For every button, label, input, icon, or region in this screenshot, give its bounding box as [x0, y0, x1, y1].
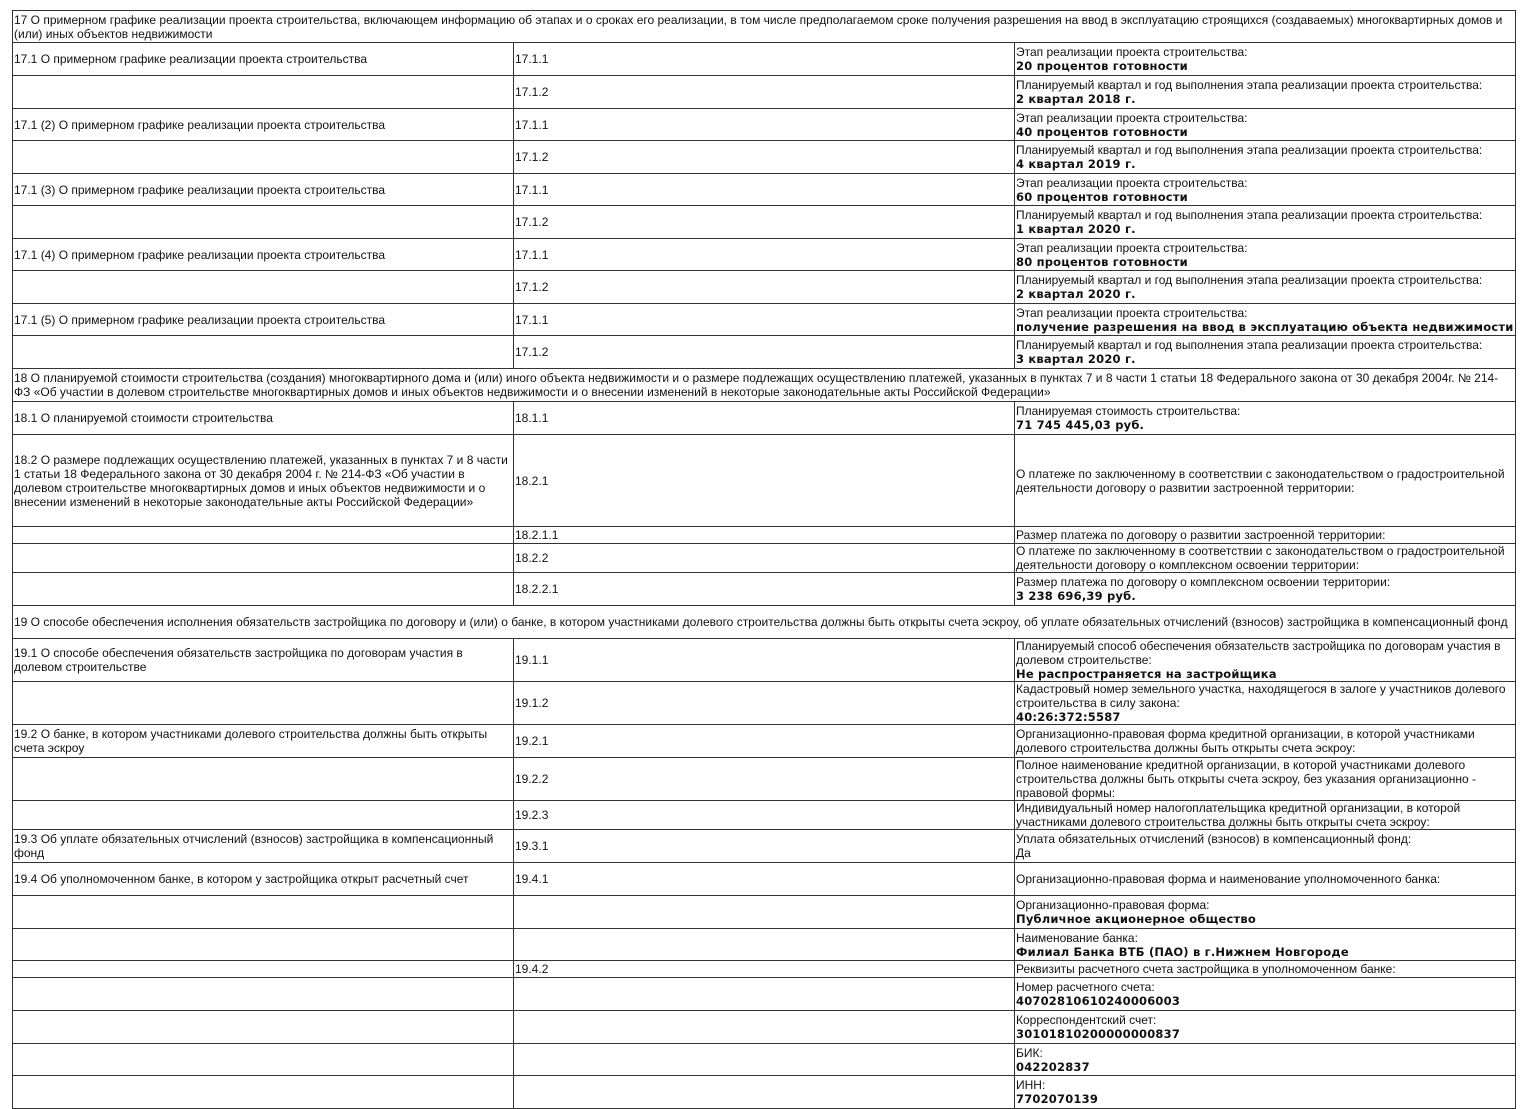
item-value: Да — [1016, 846, 1031, 860]
item-code — [514, 929, 1015, 961]
item-heading — [13, 76, 514, 109]
item-heading: 19.1 О способе обеспечения обязательств застройщика по договорам участия в долевом строительстве — [13, 639, 514, 682]
item-code — [514, 1044, 1015, 1076]
item-code: 18.2.2 — [514, 544, 1015, 573]
item-label: Планируемый квартал и год выполнения этапа реализации проекта строительства: — [1016, 208, 1483, 222]
item-label: Индивидуальный номер налогоплательщика кредитной организации, в которой участниками долевого строительства должны быть открыты счета эскроу: — [1016, 801, 1461, 829]
item-code: 17.1.1 — [514, 109, 1015, 141]
item-heading — [13, 682, 514, 725]
item-heading: 18.1 О планируемой стоимости строительства — [13, 402, 514, 435]
item-label: Организационно-правовая форма кредитной организации, в которой участниками долевого строительства должны быть открыты счета эскроу: — [1016, 727, 1475, 755]
table-row — [13, 929, 1516, 961]
item-value: 40:26:372:5587 — [1016, 710, 1121, 724]
item-label: Планируемый квартал и год выполнения этапа реализации проекта строительства: — [1016, 338, 1483, 352]
table-row — [13, 961, 1516, 978]
item-label: Организационно-правовая форма: — [1016, 898, 1210, 912]
item-value: 3 238 696,39 руб. — [1016, 589, 1136, 603]
item-value: 2 квартал 2018 г. — [1016, 92, 1136, 106]
item-content — [1015, 830, 1516, 863]
table-row — [13, 544, 1516, 573]
table-row — [13, 1011, 1516, 1044]
item-label: Наименование банка: — [1016, 930, 1138, 945]
item-label: Этап реализации проекта строительства: — [1016, 175, 1248, 190]
item-heading: 17.1 (3) О примерном графике реализации проекта строительства — [13, 174, 514, 206]
item-code — [514, 1076, 1015, 1109]
item-value: 60 процентов готовности — [1016, 189, 1188, 204]
item-heading — [13, 527, 514, 544]
item-code: 19.2.3 — [514, 801, 1015, 830]
item-label: Реквизиты расчетного счета застройщика в уполномоченном банке: — [1016, 962, 1396, 976]
item-heading — [13, 801, 514, 830]
item-value: 3 квартал 2020 г. — [1016, 352, 1136, 366]
section-header-row — [13, 11, 1516, 43]
item-value: 71 745 445,03 руб. — [1016, 418, 1145, 432]
table-row — [13, 863, 1516, 896]
item-content — [1015, 1044, 1516, 1076]
item-label: Планируемая стоимость строительства: — [1016, 404, 1241, 418]
item-code: 17.1.2 — [514, 271, 1015, 304]
table-row — [13, 109, 1516, 141]
item-heading: 19.3 Об уплате обязательных отчислений (взносов) застройщика в компенсационный фонд — [13, 830, 514, 863]
item-heading — [13, 896, 514, 929]
item-code: 18.2.1.1 — [514, 527, 1015, 544]
item-content — [1015, 544, 1516, 573]
item-content — [1015, 929, 1516, 961]
item-heading: 17.1 (2) О примерном графике реализации проекта строительства — [13, 109, 514, 141]
item-heading — [13, 758, 514, 801]
item-code: 17.1.2 — [514, 76, 1015, 109]
item-heading — [13, 544, 514, 573]
item-heading: 17.1 (5) О примерном графике реализации проекта строительства — [13, 304, 514, 336]
item-content — [1015, 174, 1516, 206]
table-row — [13, 402, 1516, 435]
item-value: Публичное акционерное общество — [1016, 912, 1256, 926]
item-code: 17.1.1 — [514, 174, 1015, 206]
table-body — [13, 11, 1516, 1109]
section-header-row — [13, 369, 1516, 402]
item-value: 4 квартал 2019 г. — [1016, 157, 1136, 171]
item-heading: 19.2 О банке, в котором участниками долевого строительства должны быть открыты счета эскроу — [13, 725, 514, 758]
item-code: 17.1.1 — [514, 43, 1015, 76]
item-label: ИНН: — [1016, 1078, 1046, 1092]
item-content — [1015, 76, 1516, 109]
table-row — [13, 76, 1516, 109]
item-code: 19.4.1 — [514, 863, 1015, 896]
section-title: 17 О примерном графике реализации проекта строительства, включающем информацию об этапах и о сроках его реализации, в том числе предполагаемом сроке получения разрешения на ввод в эксплуатацию строящихся (создаваемых) многоквартирных домов и (или) иных объектов недвижимости — [13, 11, 1516, 43]
item-content — [1015, 725, 1516, 758]
section-title: 19 О способе обеспечения исполнения обязательств застройщика по договору и (или) о банке, в котором участниками долевого строительства должны быть открыты счета эскроу, об уплате обязательных отчислений (взносов) застройщика в компенсационный фонд — [13, 606, 1516, 639]
item-content — [1015, 758, 1516, 801]
item-label: Полное наименование кредитной организации, в которой участниками долевого строительства должны быть открыты счета эскроу, без указания организационно - правовой формы: — [1016, 758, 1477, 800]
table-row — [13, 1044, 1516, 1076]
item-value: 7702070139 — [1016, 1092, 1099, 1106]
table-row — [13, 801, 1516, 830]
item-heading: 17.1 О примерном графике реализации проекта строительства — [13, 43, 514, 76]
item-heading — [13, 929, 514, 961]
table-row — [13, 271, 1516, 304]
table-row — [13, 639, 1516, 682]
table-row — [13, 336, 1516, 369]
item-code: 17.1.1 — [514, 239, 1015, 271]
item-label: Этап реализации проекта строительства: — [1016, 110, 1248, 125]
item-heading: 17.1 (4) О примерном графике реализации проекта строительства — [13, 239, 514, 271]
item-heading — [13, 336, 514, 369]
item-content — [1015, 978, 1516, 1011]
item-content — [1015, 239, 1516, 271]
item-heading — [13, 1011, 514, 1044]
table-row — [13, 573, 1516, 606]
item-value: 20 процентов готовности — [1016, 59, 1188, 73]
item-heading — [13, 1044, 514, 1076]
item-label: Организационно-правовая форма и наименование уполномоченного банка: — [1016, 872, 1441, 886]
item-label: Планируемый квартал и год выполнения этапа реализации проекта строительства: — [1016, 143, 1483, 157]
table-row — [13, 206, 1516, 239]
item-content — [1015, 271, 1516, 304]
item-label: Корреспондентский счет: — [1016, 1013, 1157, 1027]
item-code: 19.1.1 — [514, 639, 1015, 682]
table-row — [13, 896, 1516, 929]
table-row — [13, 978, 1516, 1011]
item-value: 40 процентов готовности — [1016, 124, 1188, 139]
item-value: 2 квартал 2020 г. — [1016, 287, 1136, 301]
item-content — [1015, 961, 1516, 978]
table-row — [13, 682, 1516, 725]
table-row — [13, 141, 1516, 174]
table-row — [13, 830, 1516, 863]
item-content — [1015, 863, 1516, 896]
item-label: Этап реализации проекта строительства: — [1016, 45, 1248, 59]
item-code: 17.1.2 — [514, 141, 1015, 174]
item-label: Планируемый способ обеспечения обязательств застройщика по договорам участия в долевом строительстве: — [1016, 639, 1501, 667]
item-value: 30101810200000000837 — [1016, 1027, 1181, 1041]
table-row — [13, 43, 1516, 76]
item-code: 19.3.1 — [514, 830, 1015, 863]
table-row — [13, 725, 1516, 758]
item-code: 18.2.1 — [514, 435, 1015, 527]
item-value: 1 квартал 2020 г. — [1016, 222, 1136, 236]
item-content — [1015, 109, 1516, 141]
item-code: 19.2.1 — [514, 725, 1015, 758]
item-label: Номер расчетного счета: — [1016, 980, 1155, 994]
table-row — [13, 174, 1516, 206]
item-label: Этап реализации проекта строительства: — [1016, 305, 1248, 320]
item-label: Этап реализации проекта строительства: — [1016, 240, 1248, 255]
item-label: Размер платежа по договору о развитии застроенной территории: — [1016, 528, 1386, 542]
item-value: 40702810610240006003 — [1016, 994, 1181, 1008]
item-content — [1015, 402, 1516, 435]
item-code: 19.1.2 — [514, 682, 1015, 725]
item-heading — [13, 141, 514, 174]
item-content — [1015, 1011, 1516, 1044]
item-content — [1015, 682, 1516, 725]
item-value: 80 процентов готовности — [1016, 254, 1188, 269]
item-label: Планируемый квартал и год выполнения этапа реализации проекта строительства: — [1016, 273, 1483, 287]
item-value: получение разрешения на ввод в эксплуатацию объекта недвижимости — [1016, 319, 1514, 334]
item-content — [1015, 206, 1516, 239]
table-row — [13, 239, 1516, 271]
table-row — [13, 758, 1516, 801]
item-content — [1015, 435, 1516, 527]
item-heading: 18.2 О размере подлежащих осуществлению платежей, указанных в пунктах 7 и 8 части 1 статьи 18 Федерального закона от 30 декабря 2004 г. № 214-ФЗ «Об участии в долевом строительстве многоквартирных домов и иных объектов недвижимости и о внесении изменений в некоторые законодательные акты Российской Федерации» — [13, 435, 514, 527]
table-row — [13, 1076, 1516, 1109]
item-content — [1015, 896, 1516, 929]
item-label: Кадастровый номер земельного участка, находящегося в залоге у участников долевого строительства в силу закона: — [1016, 682, 1506, 710]
item-label: О платеже по заключенному в соответствии с законодательством о градостроительной деятельности договору о развитии застроенной территории: — [1016, 466, 1505, 495]
item-label: Уплата обязательных отчислений (взносов) в компенсационный фонд: — [1016, 832, 1412, 846]
item-label: БИК: — [1016, 1045, 1043, 1060]
item-code: 18.2.2.1 — [514, 573, 1015, 606]
item-label: Размер платежа по договору о комплексном освоении территории: — [1016, 575, 1391, 589]
item-content — [1015, 527, 1516, 544]
project-declaration-table — [12, 10, 1516, 1109]
item-code — [514, 896, 1015, 929]
item-heading — [13, 206, 514, 239]
section-header-row — [13, 606, 1516, 639]
item-label: Планируемый квартал и год выполнения этапа реализации проекта строительства: — [1016, 78, 1483, 92]
item-heading: 19.4 Об уполномоченном банке, в котором у застройщика открыт расчетный счет — [13, 863, 514, 896]
item-content — [1015, 801, 1516, 830]
item-heading — [13, 1076, 514, 1109]
item-heading — [13, 271, 514, 304]
item-code: 17.1.2 — [514, 206, 1015, 239]
item-value: Не распространяется на застройщика — [1016, 667, 1277, 681]
item-code: 19.2.2 — [514, 758, 1015, 801]
table-row — [13, 435, 1516, 527]
item-code: 19.4.2 — [514, 961, 1015, 978]
item-value: Филиал Банка ВТБ (ПАО) в г.Нижнем Новгороде — [1016, 944, 1349, 959]
item-label: О платеже по заключенному в соответствии с законодательством о градостроительной деятельности договору о комплексном освоении территории: — [1016, 544, 1505, 572]
item-heading — [13, 978, 514, 1011]
section-title: 18 О планируемой стоимости строительства (создания) многоквартирного дома и (или) иного объекта недвижимости и о размере подлежащих осуществлению платежей, указанных в пунктах 7 и 8 части 1 статьи 18 Федерального закона от 30 декабря 2004г. № 214-ФЗ «Об участии в долевом строительстве многоквартирных домов и иных объектов недвижимости и о внесении изменений в некоторые законодательные акты Российской Федерации» — [13, 369, 1516, 402]
item-content — [1015, 336, 1516, 369]
item-code: 17.1.2 — [514, 336, 1015, 369]
item-content — [1015, 141, 1516, 174]
item-heading — [13, 573, 514, 606]
item-code — [514, 978, 1015, 1011]
item-code — [514, 1011, 1015, 1044]
item-content — [1015, 573, 1516, 606]
item-code: 17.1.1 — [514, 304, 1015, 336]
item-content — [1015, 304, 1516, 336]
item-value: 042202837 — [1016, 1059, 1090, 1074]
table-row — [13, 527, 1516, 544]
item-heading — [13, 961, 514, 978]
item-code: 18.1.1 — [514, 402, 1015, 435]
item-content — [1015, 639, 1516, 682]
item-content — [1015, 43, 1516, 76]
table-row — [13, 304, 1516, 336]
item-content — [1015, 1076, 1516, 1109]
